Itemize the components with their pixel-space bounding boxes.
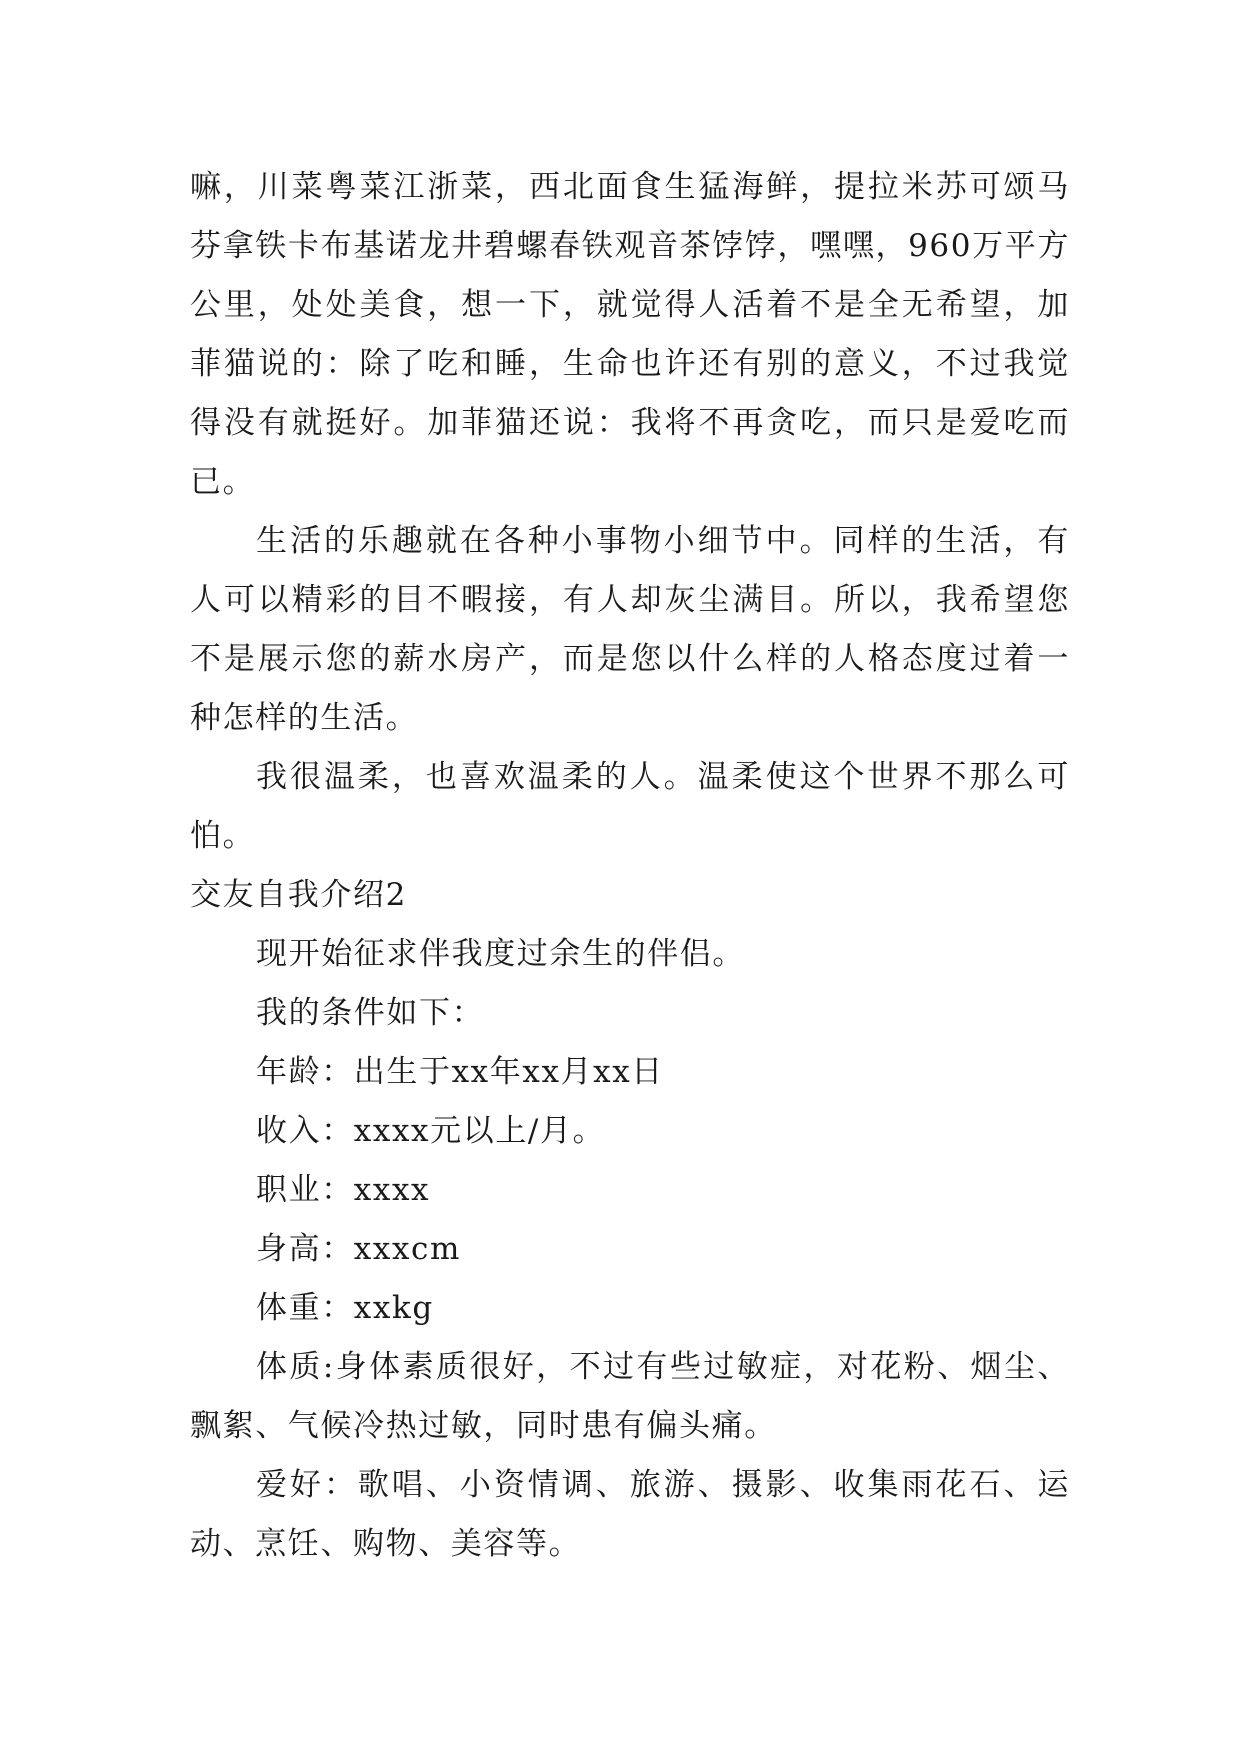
paragraph-height: 身高：xxxcm — [256, 1231, 462, 1267]
section-heading: 交友自我介绍2 — [190, 877, 407, 913]
paragraph-seek: 现开始征求伴我度过余生的伴侣。 — [256, 936, 745, 972]
paragraph-hobbies: 爱好：歌唱、小资情调、旅游、摄影、收集雨花石、运动、烹饪、购物、美容等。 — [190, 1467, 1070, 1562]
document-body — [190, 158, 1070, 1574]
paragraph-conditions: 我的条件如下： — [256, 995, 485, 1031]
paragraph-life: 生活的乐趣就在各种小事物小细节中。同样的生活，有人可以精彩的目不暇接，有人却灰尘满目。所以，我希望您不是展示您的薪水房产，而是您以什么样的人格态度过着一种怎样的生活。 — [190, 523, 1070, 736]
paragraph-food: 嘛，川菜粤菜江浙菜，西北面食生猛海鲜，提拉米苏可颂马芬拿铁卡布基诺龙井碧螺春铁观音茶饽饽，嘿嘿，960万平方公里，处处美食，想一下，就觉得人活着不是全无希望，加菲猫说的：除了吃和睡，生命也许还有别的意义，不过我觉得没有就挺好。加菲猫还说：我将不再贪吃，而只是爱吃而已。 — [190, 169, 1070, 500]
paragraph-weight: 体重：xxkg — [256, 1290, 434, 1326]
paragraph-income: 收入：xxxx元以上/月。 — [256, 1113, 606, 1149]
paragraph-constitution: 体质:身体素质很好，不过有些过敏症，对花粉、烟尘、飘絮、气候冷热过敏，同时患有偏头痛。 — [190, 1349, 1070, 1444]
paragraph-age: 年龄：出生于xx年xx月xx日 — [256, 1054, 664, 1090]
paragraph-gentle: 我很温柔，也喜欢温柔的人。温柔使这个世界不那么可怕。 — [190, 759, 1070, 854]
paragraph-job: 职业：xxxx — [256, 1172, 431, 1208]
